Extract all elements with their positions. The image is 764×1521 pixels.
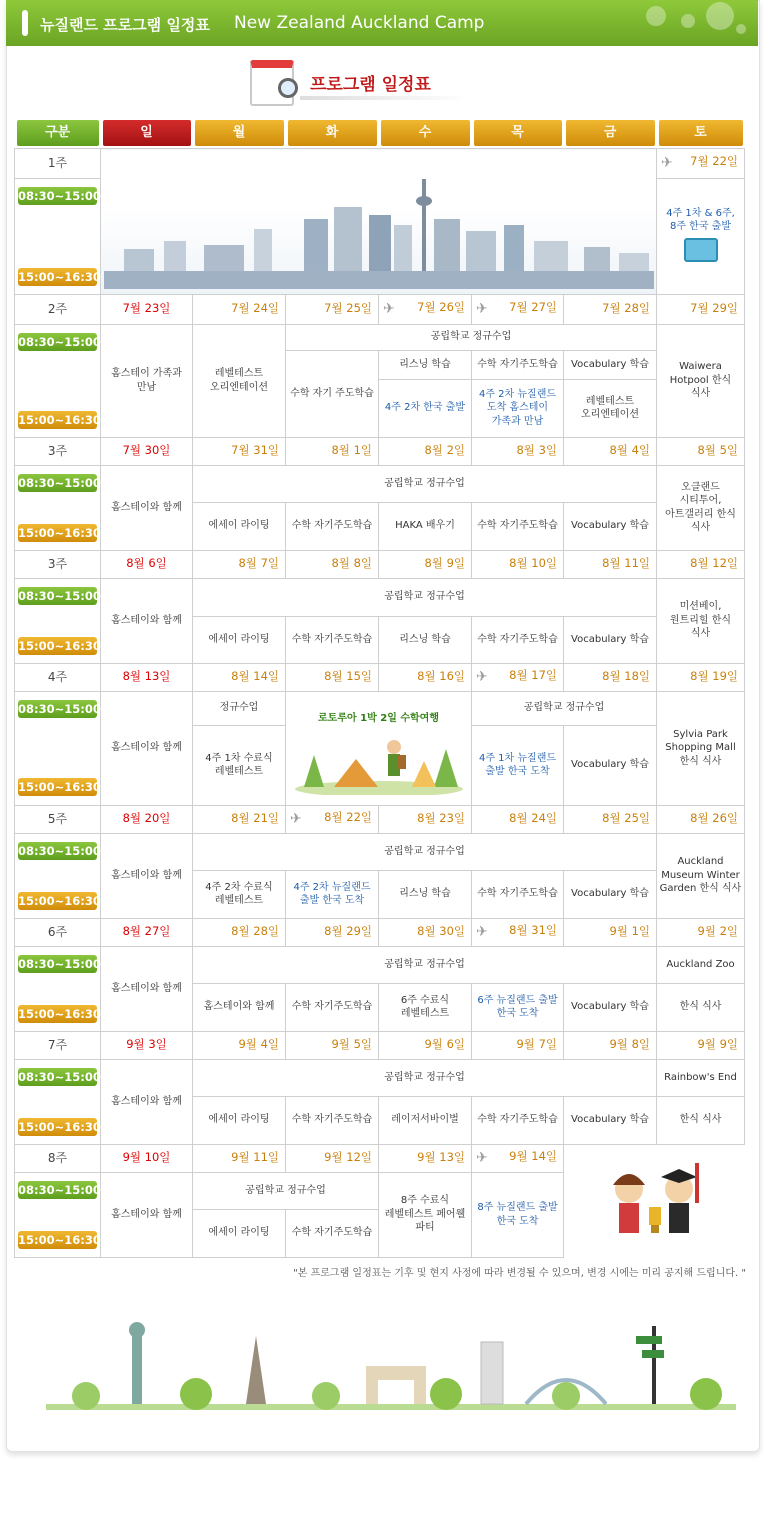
date-thu	[472, 663, 564, 691]
week-label: 8주	[15, 1144, 101, 1172]
week-5-band	[15, 833, 745, 870]
date-text: 8월 22일	[324, 809, 372, 824]
date-fri: 8월 4일	[564, 437, 657, 465]
date-wed: 8월 2일	[379, 437, 472, 465]
cell-wed: HAKA 배우기	[379, 502, 472, 550]
week-row-4	[15, 663, 745, 691]
date-thu	[472, 294, 564, 324]
time-afternoon: 15:00~16:30	[18, 1006, 101, 1021]
cell-mon: 에세이 라이팅	[193, 1209, 286, 1257]
date-sun: 8월 6일	[101, 550, 193, 578]
band-public-school: 공립학교 정규수업	[193, 465, 657, 502]
date-sat: 7월 29일	[657, 294, 745, 324]
week-row-3a	[15, 437, 745, 465]
week-label: 6주	[15, 918, 101, 946]
cell-wed: 리스닝 학습	[379, 616, 472, 663]
date-fri: 8월 11일	[564, 550, 657, 578]
cell-sun: 홈스테이와 함께	[101, 1059, 193, 1144]
cell-wed: 6주 수료식 레벨테스트	[379, 983, 472, 1031]
cell-sat: Sylvia Park Shopping Mall 한식 식사	[657, 691, 745, 805]
week-row-6	[15, 918, 745, 946]
cell-wed: 리스닝 학습	[379, 870, 472, 918]
time-cell	[15, 1059, 101, 1144]
date-fri: 8월 18일	[564, 663, 657, 691]
cell-sat-top: Auckland Zoo	[657, 946, 745, 983]
plane-icon: ✈	[383, 300, 395, 317]
cell-sun: 홈스테이와 함께	[101, 1172, 193, 1257]
week-6-band	[15, 946, 745, 983]
date-thu	[472, 1144, 564, 1172]
time-stack	[15, 579, 100, 663]
band-public-school: 공립학교 정규수업	[193, 578, 657, 616]
cell-mon: 에세이 라이팅	[193, 1096, 286, 1144]
banner-title-ko: 뉴질랜드 프로그램 일정표	[40, 16, 210, 34]
cell-mon-bottom: 4주 1차 수료식 레벨테스트	[193, 725, 286, 805]
col-header-tue: 화	[288, 120, 377, 146]
date-text: 9월 14일	[509, 1148, 557, 1163]
date-sat: 9월 2일	[657, 918, 745, 946]
date-tue: 8월 8일	[286, 550, 379, 578]
date-wed: 8월 16일	[379, 663, 472, 691]
plane-icon: ✈	[661, 155, 673, 172]
col-header-category: 구분	[17, 120, 99, 146]
col-header-mon: 월	[195, 120, 284, 146]
date-cell	[657, 149, 745, 179]
time-afternoon: 15:00~16:30	[18, 638, 101, 653]
date-fri: 9월 1일	[564, 918, 657, 946]
date-fri: 8월 25일	[564, 805, 657, 833]
date-sat: 8월 12일	[657, 550, 745, 578]
cell-thu: 8주 뉴질랜드 출발 한국 도착	[472, 1172, 564, 1257]
cell-fri: Vocabulary 학습	[564, 616, 657, 663]
cell-wed-top: 리스닝 학습	[379, 350, 472, 379]
time-afternoon: 15:00~16:30	[18, 893, 101, 908]
footnote: "본 프로그램 일정표는 기후 및 현지 사정에 따라 변경될 수 있으며, 변경 시에는 미리 공지해 드립니다. "	[293, 1268, 746, 1279]
cell-tue: 4주 2차 뉴질랜드 출발 한국 도착	[286, 870, 379, 918]
cell-fri: Vocabulary 학습	[564, 502, 657, 550]
plane-icon: ✈	[476, 668, 488, 685]
date-tue: 9월 12일	[286, 1144, 379, 1172]
graduation-illustration	[564, 1144, 745, 1257]
band-public-school: 공립학교 정규수업	[193, 1172, 379, 1209]
cell-fri-bottom: 레벨테스트 오리엔테이션	[564, 379, 657, 437]
cell-thu: 수학 자기주도학습	[472, 502, 564, 550]
date-mon: 8월 7일	[193, 550, 286, 578]
cell-wed: 레이저서바이벌	[379, 1096, 472, 1144]
date-thu: 8월 24일	[472, 805, 564, 833]
plane-icon: ✈	[290, 810, 302, 827]
week-label: 5주	[15, 805, 101, 833]
date-mon: 9월 11일	[193, 1144, 286, 1172]
date-sat: 9월 9일	[657, 1031, 745, 1059]
date-sun: 7월 23일	[101, 294, 193, 324]
col-header-sat: 토	[659, 120, 743, 146]
time-cell	[15, 179, 101, 295]
cell-mon: 에세이 라이팅	[193, 616, 286, 663]
date-tue: 9월 5일	[286, 1031, 379, 1059]
schedule-table	[14, 118, 745, 1258]
cell-sat: Waiwera Hotpool 한식 식사	[657, 324, 745, 437]
cell-mon: 홈스테이와 함께	[193, 983, 286, 1031]
cell-sun: 홈스테이와 함께	[101, 691, 193, 805]
cell-tue: 수학 자기주도학습	[286, 502, 379, 550]
time-cell	[15, 578, 101, 663]
date-sat: 8월 19일	[657, 663, 745, 691]
cell-field-trip	[286, 691, 472, 805]
cell-mon: 에세이 라이팅	[193, 502, 286, 550]
cell-sun: 홈스테이와 함께	[101, 578, 193, 663]
date-thu: 9월 7일	[472, 1031, 564, 1059]
date-sun: 7월 30일	[101, 437, 193, 465]
band-public-school: 공립학교 정규수업	[472, 691, 657, 725]
week-label: 1주	[15, 149, 101, 179]
week-row-3b	[15, 550, 745, 578]
date-text: 8월 31일	[509, 922, 557, 937]
section-header	[250, 56, 480, 106]
cell-tue: 수학 자기주도학습	[286, 1209, 379, 1257]
time-afternoon: 15:00~16:30	[18, 412, 101, 427]
cell-mon: 4주 2차 수료식 레벨테스트	[193, 870, 286, 918]
date-thu: 8월 10일	[472, 550, 564, 578]
week-label: 3주	[15, 437, 101, 465]
date-sun: 8월 20일	[101, 805, 193, 833]
banner-marker	[22, 10, 28, 36]
cell-fri: Vocabulary 학습	[564, 983, 657, 1031]
cell-tue: 수학 자기주도학습	[286, 983, 379, 1031]
cell-thu: 4주 1차 뉴질랜드 출발 한국 도착	[472, 725, 564, 805]
week-4-top	[15, 691, 745, 725]
cell-sat: Auckland Museum Winter Garden 한식 식사	[657, 833, 745, 918]
date-sat: 8월 26일	[657, 805, 745, 833]
time-afternoon: 15:00~16:30	[18, 780, 101, 794]
trip-label: 로토루아 1박 2일 수학여행	[318, 712, 439, 724]
cell-sun: 홈스테이와 함께	[101, 833, 193, 918]
date-sun: 8월 13일	[101, 663, 193, 691]
week-2-band	[15, 324, 745, 350]
band-public-school: 공립학교 정규수업	[193, 1059, 657, 1096]
week-label: 4주	[15, 663, 101, 691]
cell-fri-top: Vocabulary 학습	[564, 350, 657, 379]
date-text: 8월 17일	[509, 667, 557, 682]
cell-thu-top: 수학 자기주도학습	[472, 350, 564, 379]
magnifier-icon	[278, 78, 298, 98]
time-stack	[15, 834, 100, 918]
date-mon: 7월 24일	[193, 294, 286, 324]
cell-tue: 수학 자기주도학습	[286, 1096, 379, 1144]
cell-thu: 수학 자기주도학습	[472, 1096, 564, 1144]
date-mon: 7월 31일	[193, 437, 286, 465]
cell-thu: 수학 자기주도학습	[472, 870, 564, 918]
week-3a-band	[15, 465, 745, 502]
band-public-school: 공립학교 정규수업	[286, 324, 657, 350]
time-cell	[15, 1172, 101, 1257]
week-row-7	[15, 1031, 745, 1059]
week-row-2	[15, 294, 745, 324]
date-sun: 8월 27일	[101, 918, 193, 946]
date-mon: 8월 21일	[193, 805, 286, 833]
cell-mon-top: 정규수업	[193, 691, 286, 725]
time-stack	[15, 692, 100, 804]
time-cell	[15, 691, 101, 805]
time-afternoon: 15:00~16:30	[18, 1232, 101, 1247]
time-stack	[15, 1173, 100, 1257]
time-afternoon: 15:00~16:30	[18, 269, 101, 284]
cell-sat: 오클랜드 시티투어, 아트갤러리 한식 식사	[657, 465, 745, 550]
cell-fri: Vocabulary 학습	[564, 1096, 657, 1144]
section-title: 프로그램 일정표	[310, 75, 431, 95]
week-label: 3주	[15, 550, 101, 578]
date-wed: 9월 6일	[379, 1031, 472, 1059]
cell-mon: 레벨테스트 오리엔테이션	[193, 324, 286, 437]
time-cell	[15, 465, 101, 550]
skyline-illustration	[104, 149, 654, 289]
date-tue	[286, 805, 379, 833]
week-row-5	[15, 805, 745, 833]
time-morning: 08:30~15:00	[18, 588, 101, 603]
cell-tue: 수학 자기 주도학습	[286, 350, 379, 437]
cell-sat-bottom: 한식 식사	[657, 983, 745, 1031]
date-text: 7월 26일	[417, 299, 465, 314]
plane-icon: ✈	[476, 1149, 488, 1166]
time-morning: 08:30~15:00	[18, 1069, 101, 1084]
top-banner	[6, 0, 758, 46]
cell-text: 4주 1차 & 6주, 8주 한국 출발	[666, 207, 735, 232]
cell-sun: 홈스테이 가족과 만남	[101, 324, 193, 437]
week-label: 7주	[15, 1031, 101, 1059]
band-public-school: 공립학교 정규수업	[193, 833, 657, 870]
suitcase-icon	[684, 238, 718, 262]
week-3b-band	[15, 578, 745, 616]
time-stack	[15, 1060, 100, 1144]
week-row-1	[15, 149, 745, 179]
date-fri: 7월 28일	[564, 294, 657, 324]
week-row-8	[15, 1144, 745, 1172]
date-sun: 9월 3일	[101, 1031, 193, 1059]
cell-sat-top: Rainbow's End	[657, 1059, 745, 1096]
date-mon: 8월 14일	[193, 663, 286, 691]
date-wed: 8월 23일	[379, 805, 472, 833]
cell-sun: 홈스테이와 함께	[101, 465, 193, 550]
date-mon: 9월 4일	[193, 1031, 286, 1059]
time-stack	[15, 466, 100, 550]
cell-sun: 홈스테이와 함께	[101, 946, 193, 1031]
date-tue: 7월 25일	[286, 294, 379, 324]
landmarks-illustration	[6, 1296, 758, 1426]
cell-thu: 6주 뉴질랜드 출발 한국 도착	[472, 983, 564, 1031]
cell-sat-note	[657, 179, 745, 295]
time-morning: 08:30~15:00	[18, 1182, 101, 1197]
date-text: 7월 22일	[690, 154, 738, 169]
date-wed	[379, 294, 472, 324]
date-tue: 8월 15일	[286, 663, 379, 691]
date-wed: 8월 9일	[379, 550, 472, 578]
camping-illustration	[294, 725, 464, 795]
graduates-image	[569, 1149, 739, 1249]
plane-icon: ✈	[476, 923, 488, 940]
date-wed: 8월 30일	[379, 918, 472, 946]
band-public-school: 공립학교 정규수업	[193, 946, 657, 983]
time-cell	[15, 833, 101, 918]
date-tue: 8월 1일	[286, 437, 379, 465]
cell-wed: 8주 수료식 레벨테스트 페어웰 파티	[379, 1172, 472, 1257]
time-stack	[15, 947, 100, 1031]
date-sun: 9월 10일	[101, 1144, 193, 1172]
time-morning: 08:30~15:00	[18, 702, 101, 716]
cell-wed-bottom: 4주 2차 한국 출발	[379, 379, 472, 437]
plane-icon: ✈	[476, 300, 488, 317]
time-morning: 08:30~15:00	[18, 334, 101, 349]
cell-fri: Vocabulary 학습	[564, 870, 657, 918]
time-morning: 08:30~15:00	[18, 956, 101, 971]
date-wed: 9월 13일	[379, 1144, 472, 1172]
col-header-thu: 목	[474, 120, 562, 146]
cell-thu-bottom: 4주 2차 뉴질랜드 도착 홈스테이 가족과 만남	[472, 379, 564, 437]
date-mon: 8월 28일	[193, 918, 286, 946]
time-afternoon: 15:00~16:30	[18, 1119, 101, 1134]
time-cell	[15, 946, 101, 1031]
world-landmarks-image	[6, 1296, 758, 1426]
time-stack	[15, 325, 100, 437]
date-fri: 9월 8일	[564, 1031, 657, 1059]
cell-tue: 수학 자기주도학습	[286, 616, 379, 663]
title-underline	[300, 96, 470, 100]
col-header-wed: 수	[381, 120, 470, 146]
cell-sat: 미션베이, 원트리힐 한식 식사	[657, 578, 745, 663]
cell-fri: Vocabulary 학습	[564, 725, 657, 805]
col-header-sun: 일	[103, 120, 191, 146]
time-afternoon: 15:00~16:30	[18, 525, 101, 540]
col-header-fri: 금	[566, 120, 655, 146]
date-sat: 8월 5일	[657, 437, 745, 465]
date-text: 7월 27일	[509, 299, 557, 314]
time-morning: 08:30~15:00	[18, 189, 101, 203]
cell-thu: 수학 자기주도학습	[472, 616, 564, 663]
time-stack	[15, 179, 100, 294]
city-skyline-image	[101, 149, 657, 295]
time-morning: 08:30~15:00	[18, 843, 101, 858]
week-7-band	[15, 1059, 745, 1096]
date-tue: 8월 29일	[286, 918, 379, 946]
header-row	[15, 118, 745, 149]
time-cell	[15, 324, 101, 437]
week-label: 2주	[15, 294, 101, 324]
banner-title-en: New Zealand Auckland Camp	[234, 13, 485, 33]
date-thu	[472, 918, 564, 946]
cell-sat-bottom: 한식 식사	[657, 1096, 745, 1144]
date-thu: 8월 3일	[472, 437, 564, 465]
time-morning: 08:30~15:00	[18, 475, 101, 490]
